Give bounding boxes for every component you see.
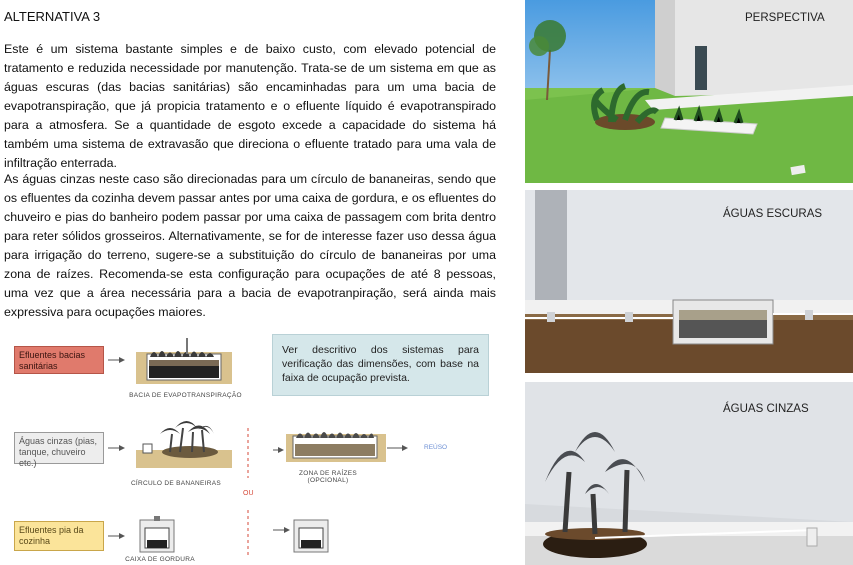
grease-box-illustration (140, 516, 174, 552)
grey-water-box: Águas cinzas (pias, tanque, chuveiro etc.) (14, 432, 104, 464)
caption-root-zone: ZONA DE RAÍZES (OPCIONAL) (298, 470, 357, 484)
render-black-water (525, 190, 853, 373)
banana-circle-illustration (136, 421, 232, 468)
or-label: OU (243, 490, 254, 497)
caption-grease-box: CAIXA DE GORDURA (125, 556, 195, 563)
label-black-water: ÁGUAS ESCURAS (723, 208, 823, 220)
render-perspective (525, 0, 853, 183)
section-title: ALTERNATIVA 3 (4, 9, 101, 24)
caption-evapotranspiration: BACIA DE EVAPOTRANSPIRAÇÃO (129, 392, 242, 399)
perspective-image (525, 0, 853, 183)
evapotranspiration-basin-illustration (136, 338, 232, 384)
kitchen-effluent-box: Efluentes pia da cozinha (14, 521, 104, 551)
label-perspective: PERSPECTIVA (745, 12, 825, 24)
black-water-box: Efluentes bacias sanitárias (14, 346, 104, 374)
reuse-label: REÚSO (424, 444, 448, 451)
grease-box-alt-illustration (294, 520, 328, 552)
root-zone-illustration (286, 432, 386, 462)
note-box: Ver descritivo dos sistemas para verificação das dimensões, com base na faixa de ocupação prevista. (272, 334, 489, 396)
paragraph-description: Este é um sistema bastante simples e de baixo custo, com elevado potencial de tratamento e reduzida necessidade por manutenção. Trata-se de um sistema em que as águas escuras (das bacias sanitárias) são encaminhadas para um uma bacia de evapotranspiração, que já propicia tratamento e o efluente líquido é evapotranspirado para a atmosfera. Se a quantidade de esgoto excede a capacidade do sistema há também uma sistema de extravasão que direciona o efluente tratado para uma vala de infiltração enterrada. (4, 42, 496, 170)
label-grey-water: ÁGUAS CINZAS (723, 403, 809, 415)
paragraph-grey-water: As águas cinzas neste caso são direcionadas para um círculo de bananeiras, sendo que os efluentes da cozinha devem passar antes por uma caixa de gordura, e os efluentes do chuveiro e pias do banheiro podem passar por uma caixa de passagem com brita dentro para reter sólidos grosseiros. Alternativamente, se for de interesse fazer uso dessa água para irrigação do terreno, sugere-se a substituição do círculo de bananeiras por uma zona de raízes. Recomenda-se esta configuração para ocupações de até 8 pessoas, uma vez que a área necessária para a bacia de evapotranpiração, será ainda mais expressiva para ocupações maiores. (4, 172, 496, 319)
caption-banana-circle: CÍRCULO DE BANANEIRAS (130, 480, 222, 487)
render-grey-water (525, 382, 853, 565)
